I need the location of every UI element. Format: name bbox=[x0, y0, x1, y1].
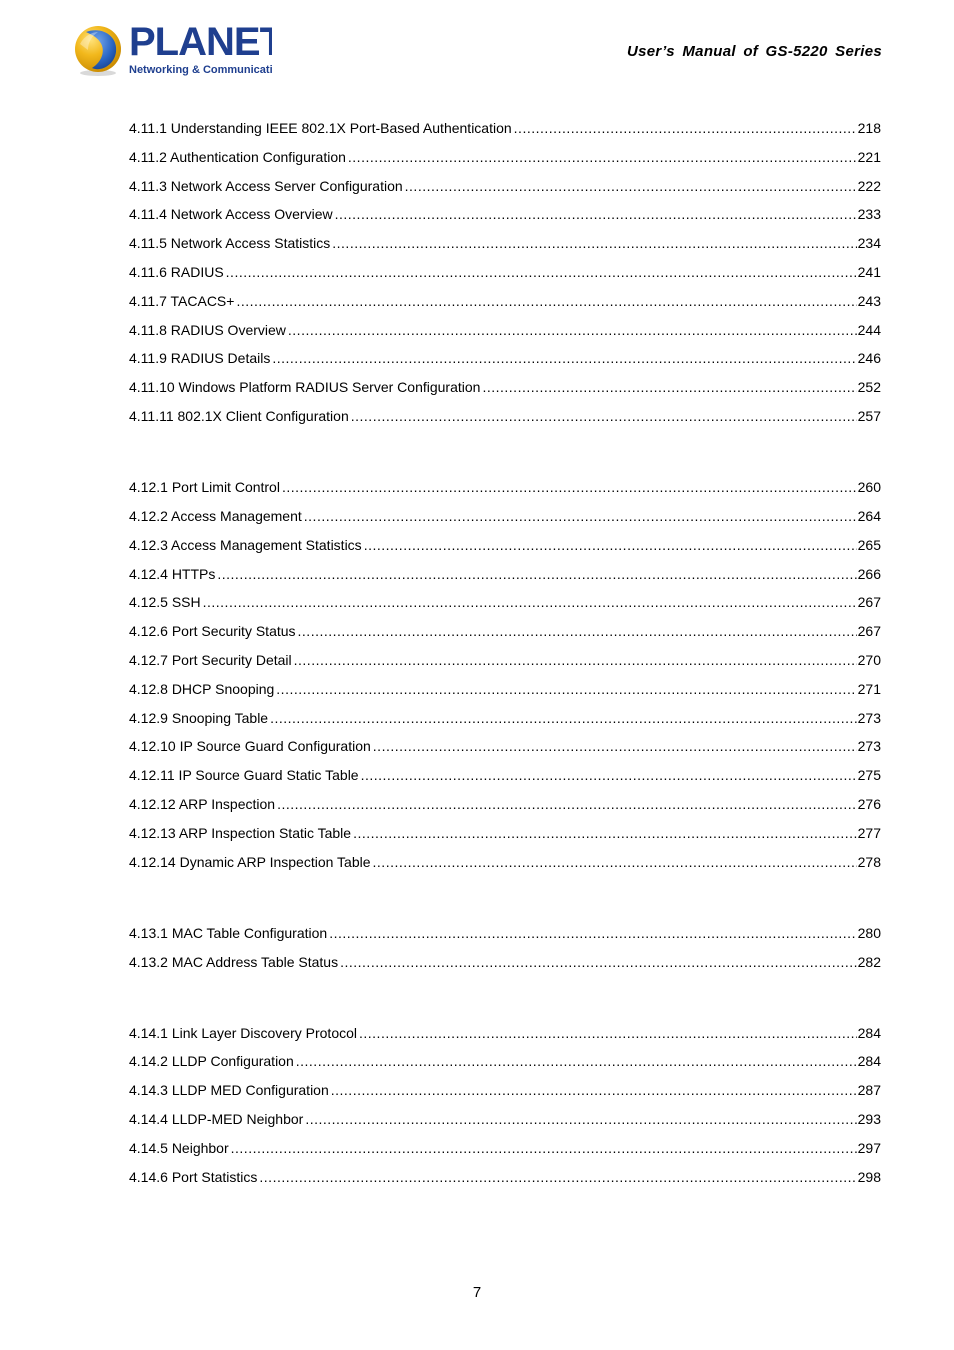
toc-entry[interactable] bbox=[129, 379, 881, 408]
toc-entry[interactable] bbox=[129, 681, 881, 710]
toc-entry-title: 4.12.4 HTTPs bbox=[129, 565, 216, 582]
toc-entry-page: 280 bbox=[857, 924, 881, 941]
toc-entry-title: 4.11.9 RADIUS Details bbox=[129, 350, 271, 367]
toc-dot-leader bbox=[226, 264, 857, 280]
toc-entry-title: 4.11.11 802.1X Client Configuration bbox=[129, 407, 349, 424]
toc-entry-title: 4.12.10 IP Source Guard Configuration bbox=[129, 738, 371, 755]
toc-entry-page: 284 bbox=[857, 1053, 881, 1070]
toc-dot-leader bbox=[298, 623, 857, 639]
toc-entry[interactable] bbox=[129, 350, 881, 379]
toc-entry-title: 4.12.6 Port Security Status bbox=[129, 623, 296, 640]
toc-entry-title: 4.12.12 ARP Inspection bbox=[129, 795, 276, 812]
toc-dot-leader bbox=[335, 206, 857, 222]
toc-entry[interactable] bbox=[129, 623, 881, 652]
toc-entry-title: 4.11.8 RADIUS Overview bbox=[129, 321, 286, 338]
toc-entry-title: 4.13.2 MAC Address Table Status bbox=[129, 953, 339, 970]
toc-dot-leader bbox=[348, 149, 857, 165]
toc-dot-leader bbox=[361, 767, 857, 783]
table-of-contents bbox=[129, 120, 881, 1240]
logo-tagline: Networking & Communication bbox=[129, 64, 272, 76]
toc-entry-title: 4.12.11 IP Source Guard Static Table bbox=[129, 767, 359, 784]
toc-entry-page: 218 bbox=[857, 120, 881, 136]
toc-dot-leader bbox=[329, 925, 856, 941]
toc-entry-page: 273 bbox=[857, 738, 881, 755]
toc-entry-title: 4.14.5 Neighbor bbox=[129, 1139, 229, 1156]
toc-entry-page: 271 bbox=[857, 680, 881, 697]
toc-entry[interactable] bbox=[129, 1025, 881, 1054]
toc-entry[interactable] bbox=[129, 235, 881, 264]
toc-entry-title: 4.12.2 Access Management bbox=[129, 507, 302, 524]
toc-group bbox=[129, 925, 881, 983]
toc-entry-page: 233 bbox=[857, 206, 881, 223]
toc-entry-title: 4.12.5 SSH bbox=[129, 594, 201, 611]
toc-group bbox=[129, 1025, 881, 1198]
toc-entry[interactable] bbox=[129, 566, 881, 595]
toc-dot-leader bbox=[288, 322, 857, 338]
globe-icon bbox=[72, 22, 132, 78]
toc-entry[interactable] bbox=[129, 825, 881, 854]
toc-dot-leader bbox=[340, 954, 857, 970]
toc-entry-page: 267 bbox=[857, 623, 881, 640]
manual-title: User’s Manual of GS-5220 Series bbox=[626, 43, 882, 60]
toc-dot-leader bbox=[364, 537, 857, 553]
toc-dot-leader bbox=[296, 1053, 857, 1069]
toc-entry[interactable] bbox=[129, 508, 881, 537]
toc-entry[interactable] bbox=[129, 537, 881, 566]
toc-entry-page: 257 bbox=[857, 407, 881, 424]
toc-group bbox=[129, 479, 881, 882]
toc-dot-leader bbox=[331, 1082, 857, 1098]
toc-entry-page: 275 bbox=[857, 767, 881, 784]
toc-entry-title: 4.14.2 LLDP Configuration bbox=[129, 1053, 294, 1070]
toc-dot-leader bbox=[236, 293, 856, 309]
toc-entry[interactable] bbox=[129, 854, 881, 883]
toc-entry[interactable] bbox=[129, 408, 881, 437]
toc-dot-leader bbox=[282, 479, 857, 495]
toc-dot-leader bbox=[259, 1169, 856, 1185]
toc-entry[interactable] bbox=[129, 1082, 881, 1111]
toc-entry-title: 4.14.3 LLDP MED Configuration bbox=[129, 1082, 329, 1099]
toc-entry-title: 4.11.10 Windows Platform RADIUS Server Configuration bbox=[129, 379, 481, 396]
toc-entry-page: 264 bbox=[857, 507, 881, 524]
toc-entry[interactable] bbox=[129, 652, 881, 681]
toc-entry-title: 4.11.1 Understanding IEEE 802.1X Port-Based Authentication bbox=[129, 120, 512, 136]
toc-group bbox=[129, 120, 881, 437]
toc-entry-page: 297 bbox=[857, 1139, 881, 1156]
toc-entry[interactable] bbox=[129, 178, 881, 207]
toc-entry-page: 234 bbox=[857, 235, 881, 252]
toc-entry[interactable] bbox=[129, 710, 881, 739]
toc-entry-page: 241 bbox=[857, 263, 881, 280]
toc-entry[interactable] bbox=[129, 954, 881, 983]
toc-entry-page: 287 bbox=[857, 1082, 881, 1099]
toc-entry-page: 266 bbox=[857, 565, 881, 582]
toc-entry-page: 278 bbox=[857, 853, 881, 870]
toc-entry-title: 4.12.8 DHCP Snooping bbox=[129, 680, 275, 697]
toc-dot-leader bbox=[514, 120, 857, 136]
toc-entry[interactable] bbox=[129, 796, 881, 825]
toc-entry-title: 4.14.1 Link Layer Discovery Protocol bbox=[129, 1024, 357, 1041]
toc-entry-title: 4.14.6 Port Statistics bbox=[129, 1168, 258, 1185]
toc-entry-title: 4.12.14 Dynamic ARP Inspection Table bbox=[129, 853, 371, 870]
toc-entry-page: 277 bbox=[857, 824, 881, 841]
toc-entry-page: 273 bbox=[857, 709, 881, 726]
toc-entry-page: 265 bbox=[857, 536, 881, 553]
toc-entry-page: 244 bbox=[857, 321, 881, 338]
toc-dot-leader bbox=[276, 681, 856, 697]
toc-dot-leader bbox=[351, 408, 857, 424]
toc-entry-page: 270 bbox=[857, 651, 881, 668]
toc-entry[interactable] bbox=[129, 925, 881, 954]
toc-entry-page: 252 bbox=[857, 379, 881, 396]
toc-entry-title: 4.12.7 Port Security Detail bbox=[129, 651, 292, 668]
toc-dot-leader bbox=[373, 738, 857, 754]
toc-dot-leader bbox=[277, 796, 857, 812]
page-number: 7 bbox=[472, 1284, 482, 1301]
toc-entry-title: 4.11.7 TACACS+ bbox=[129, 292, 235, 309]
toc-dot-leader bbox=[304, 508, 857, 524]
toc-entry-title: 4.12.9 Snooping Table bbox=[129, 709, 269, 726]
toc-entry-page: 243 bbox=[857, 292, 881, 309]
toc-dot-leader bbox=[231, 1140, 857, 1156]
toc-entry[interactable] bbox=[129, 479, 881, 508]
toc-entry-page: 282 bbox=[857, 953, 881, 970]
toc-entry-page: 222 bbox=[857, 177, 881, 194]
planet-logo bbox=[72, 22, 272, 78]
toc-entry-title: 4.11.2 Authentication Configuration bbox=[129, 148, 346, 165]
toc-dot-leader bbox=[294, 652, 857, 668]
toc-entry[interactable] bbox=[129, 120, 881, 149]
toc-entry[interactable] bbox=[129, 1169, 881, 1198]
toc-entry-page: 267 bbox=[857, 594, 881, 611]
toc-dot-leader bbox=[332, 235, 856, 251]
toc-entry[interactable] bbox=[129, 767, 881, 796]
toc-dot-leader bbox=[272, 350, 856, 366]
toc-entry-page: 293 bbox=[857, 1111, 881, 1128]
toc-entry-title: 4.11.3 Network Access Server Configuration bbox=[129, 177, 403, 194]
toc-entry[interactable] bbox=[129, 206, 881, 235]
logo-name: PLANET bbox=[129, 22, 272, 64]
toc-entry[interactable] bbox=[129, 738, 881, 767]
toc-dot-leader bbox=[203, 594, 857, 610]
toc-entry[interactable] bbox=[129, 1111, 881, 1140]
toc-entry[interactable] bbox=[129, 293, 881, 322]
toc-entry-title: 4.14.4 LLDP-MED Neighbor bbox=[129, 1111, 304, 1128]
toc-dot-leader bbox=[217, 566, 856, 582]
toc-entry-page: 298 bbox=[857, 1168, 881, 1185]
toc-entry-title: 4.11.6 RADIUS bbox=[129, 263, 224, 280]
toc-entry[interactable] bbox=[129, 149, 881, 178]
toc-entry[interactable] bbox=[129, 1053, 881, 1082]
toc-entry[interactable] bbox=[129, 322, 881, 351]
toc-entry-title: 4.11.5 Network Access Statistics bbox=[129, 235, 331, 252]
toc-entry-title: 4.12.3 Access Management Statistics bbox=[129, 536, 362, 553]
toc-dot-leader bbox=[305, 1111, 856, 1127]
toc-entry-page: 284 bbox=[857, 1024, 881, 1041]
toc-entry-page: 260 bbox=[857, 479, 881, 496]
toc-entry-title: 4.13.1 MAC Table Configuration bbox=[129, 924, 328, 941]
toc-entry[interactable] bbox=[129, 1140, 881, 1169]
toc-dot-leader bbox=[405, 178, 857, 194]
toc-entry-page: 276 bbox=[857, 795, 881, 812]
toc-dot-leader bbox=[353, 825, 857, 841]
toc-dot-leader bbox=[270, 710, 857, 726]
logo-wordmark bbox=[129, 22, 272, 78]
toc-entry-title: 4.12.13 ARP Inspection Static Table bbox=[129, 824, 352, 841]
toc-dot-leader bbox=[373, 854, 857, 870]
toc-entry-page: 221 bbox=[857, 148, 881, 165]
toc-entry[interactable] bbox=[129, 594, 881, 623]
toc-dot-leader bbox=[482, 379, 856, 395]
toc-entry-title: 4.11.4 Network Access Overview bbox=[129, 206, 333, 223]
toc-dot-leader bbox=[359, 1025, 857, 1041]
toc-entry[interactable] bbox=[129, 264, 881, 293]
toc-entry-title: 4.12.1 Port Limit Control bbox=[129, 479, 280, 496]
toc-entry-page: 246 bbox=[857, 350, 881, 367]
